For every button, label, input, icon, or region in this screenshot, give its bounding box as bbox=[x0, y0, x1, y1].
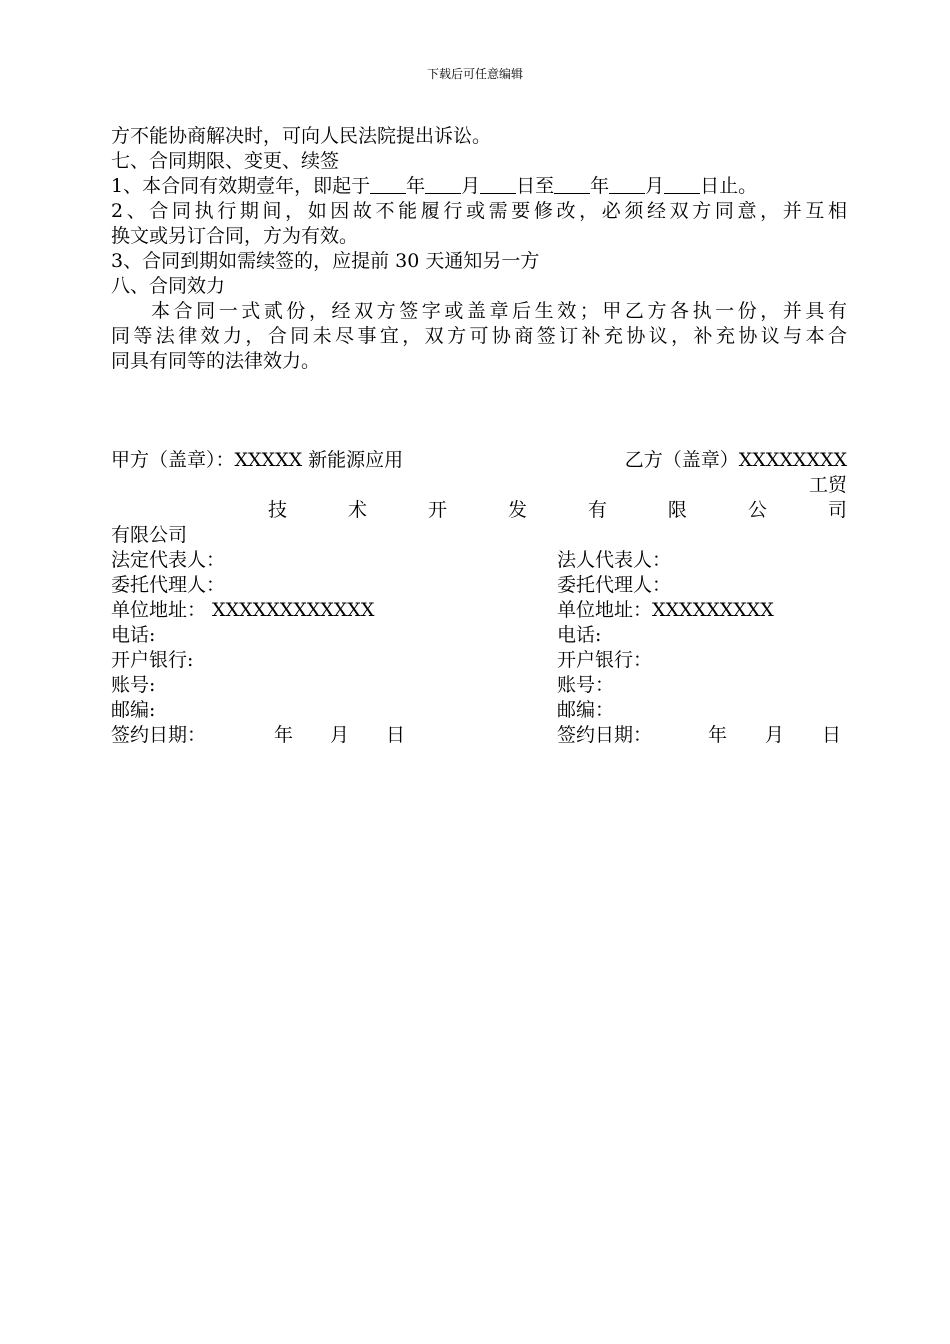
name-char: 术 bbox=[347, 499, 367, 521]
party-b-phone: 电话: bbox=[557, 624, 602, 646]
month-label: 月 bbox=[330, 724, 350, 746]
party-a-postcode: 邮编: bbox=[111, 699, 156, 721]
party-a-account: 账号: bbox=[111, 674, 156, 696]
blank-line bbox=[480, 175, 516, 194]
month-label: 月 bbox=[461, 175, 481, 197]
name-char: 司 bbox=[827, 499, 847, 521]
day-label: 日 bbox=[386, 724, 406, 746]
party-a-phone: 电话: bbox=[111, 624, 156, 646]
year-label: 年 bbox=[708, 724, 728, 746]
party-b-sign-date bbox=[557, 723, 841, 748]
legal-rep-row bbox=[111, 548, 847, 573]
effect-line2: 同等法律效力，合同未尽事宜，双方可协商签订补充协议，补充协议与本合 bbox=[111, 325, 847, 347]
party-a-name-spread bbox=[268, 498, 847, 523]
clause-7-2-line1: 2、合同执行期间，如因故不能履行或需要修改，必须经双方同意，并互相 bbox=[111, 200, 847, 222]
blank-line bbox=[664, 175, 700, 194]
name-char: 有 bbox=[587, 499, 607, 521]
effect-line3: 同具有同等的法律效力。 bbox=[111, 350, 321, 372]
day-to-label: 日至 bbox=[516, 175, 555, 197]
party-a-agent: 委托代理人： bbox=[111, 574, 226, 596]
blank-line bbox=[554, 175, 590, 194]
clause-continuation: 方不能协商解决时，可向人民法院提出诉讼。 bbox=[111, 125, 492, 147]
clause-7-1 bbox=[111, 174, 847, 199]
party-a-bank: 开户银行: bbox=[111, 649, 194, 671]
party-a-sign-date bbox=[111, 723, 405, 748]
month-label: 月 bbox=[765, 724, 785, 746]
section-7-title: 七、合同期限、变更、续签 bbox=[111, 150, 340, 172]
postcode-row bbox=[111, 698, 847, 723]
name-char: 限 bbox=[667, 499, 687, 521]
blank-line bbox=[370, 175, 406, 194]
day-end-label: 日止。 bbox=[700, 175, 758, 197]
clause-7-2-line2: 换文或另订合同，方为有效。 bbox=[111, 225, 359, 247]
party-b-address: 单位地址：XXXXXXXXX bbox=[557, 599, 774, 621]
contract-clauses bbox=[111, 124, 847, 374]
sign-date-label: 签约日期： bbox=[557, 724, 653, 746]
name-char: 公 bbox=[747, 499, 767, 521]
party-b-agent: 委托代理人： bbox=[557, 574, 672, 596]
month-label: 月 bbox=[645, 175, 665, 197]
blank-line bbox=[425, 175, 461, 194]
party-b-postcode: 邮编： bbox=[557, 699, 615, 721]
party-b-bank: 开户银行： bbox=[557, 649, 653, 671]
address-row bbox=[111, 598, 847, 623]
party-b-label-tail-row bbox=[111, 473, 847, 498]
clause-7-1-text: 1、本合同有效期壹年，即起于 bbox=[111, 175, 371, 197]
party-a-name-spread-row bbox=[111, 498, 847, 523]
party-b-label: 乙方（盖章）XXXXXXXX bbox=[624, 449, 847, 471]
party-b-legal-rep: 法人代表人： bbox=[557, 549, 672, 571]
name-char: 开 bbox=[427, 499, 447, 521]
sign-date-label: 签约日期： bbox=[111, 724, 207, 746]
blank-line bbox=[609, 175, 645, 194]
name-char: 技 bbox=[268, 499, 288, 521]
day-label: 日 bbox=[822, 724, 842, 746]
party-a-legal-rep: 法定代表人： bbox=[111, 549, 226, 571]
sign-date-row bbox=[111, 723, 847, 748]
party-b-account: 账号： bbox=[557, 674, 615, 696]
clause-7-3: 3、合同到期如需续签的，应提前 30 天通知另一方 bbox=[111, 250, 540, 272]
party-b-label-tail: 工贸 bbox=[808, 474, 847, 496]
party-a-label: 甲方（盖章）：XXXXX 新能源应用 bbox=[111, 449, 404, 471]
agent-row bbox=[111, 573, 847, 598]
section-8-title: 八、合同效力 bbox=[111, 275, 226, 297]
year-label: 年 bbox=[590, 175, 610, 197]
name-char: 发 bbox=[507, 499, 527, 521]
party-a-name-tail: 有限公司 bbox=[111, 524, 188, 546]
phone-row bbox=[111, 623, 847, 648]
party-labels-row bbox=[111, 448, 847, 473]
party-a-address: 单位地址： XXXXXXXXXXXX bbox=[111, 599, 375, 621]
party-b-date-parts bbox=[652, 723, 841, 748]
bank-row bbox=[111, 648, 847, 673]
party-a-date-parts bbox=[206, 723, 405, 748]
year-label: 年 bbox=[406, 175, 426, 197]
effect-line1: 本合同一式贰份，经双方签字或盖章后生效；甲乙方各执一份，并具有 bbox=[151, 300, 847, 322]
party-a-name-tail-row bbox=[111, 523, 847, 548]
page-header: 下载后可任意编辑 bbox=[426, 67, 523, 81]
year-label: 年 bbox=[274, 724, 294, 746]
account-row bbox=[111, 673, 847, 698]
